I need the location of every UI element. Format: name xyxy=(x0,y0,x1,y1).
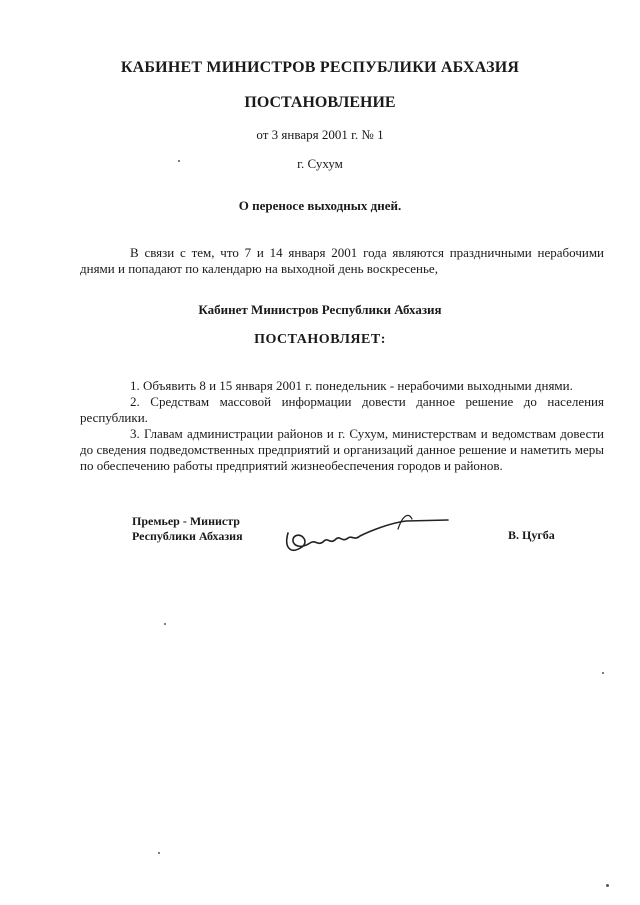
cabinet-title: КАБИНЕТ МИНИСТРОВ РЕСПУБЛИКИ АБХАЗИЯ xyxy=(120,59,520,76)
resolution-item: 3. Главам администрации районов и г. Сухум, министерствам и ведомствам довести до сведения подведомственных предприятий и организаций данное решение и наметить меры по обеспечению работы предприятий жизнеобеспечения городов и районов. xyxy=(80,426,604,473)
scan-speck xyxy=(158,852,160,854)
resolution-items xyxy=(80,378,604,474)
signatory-position-line: Республики Абхазия xyxy=(132,529,243,543)
scan-speck xyxy=(606,884,609,887)
signatory-position xyxy=(132,514,243,544)
signatory-position-line: Премьер - Министр xyxy=(132,514,240,528)
resolution-item: 1. Объявить 8 и 15 января 2001 г. понедельник - нерабочими выходными днями. xyxy=(130,378,573,393)
scan-speck xyxy=(178,160,180,162)
document-city: г. Сухум xyxy=(297,156,343,171)
signatory-name: В. Цугба xyxy=(508,528,555,542)
preamble-paragraph: В связи с тем, что 7 и 14 января 2001 года являются праздничными нерабочими днями и попадают по календарю на выходной день воскресенье, xyxy=(80,245,604,276)
resolution-item: 2. Средствам массовой информации довести данное решение до населения республики. xyxy=(80,394,604,425)
scan-speck xyxy=(602,672,604,674)
handwritten-signature xyxy=(280,503,460,563)
resolves-heading: ПОСТАНОВЛЯЕТ: xyxy=(254,332,386,347)
document-subject: О переносе выходных дней. xyxy=(238,198,402,213)
issuer-line: Кабинет Министров Республики Абхазия xyxy=(198,302,442,317)
document-type: ПОСТАНОВЛЕНИЕ xyxy=(244,94,396,111)
document-date: от 3 января 2001 г. № 1 xyxy=(256,127,384,142)
scan-speck xyxy=(164,623,166,625)
